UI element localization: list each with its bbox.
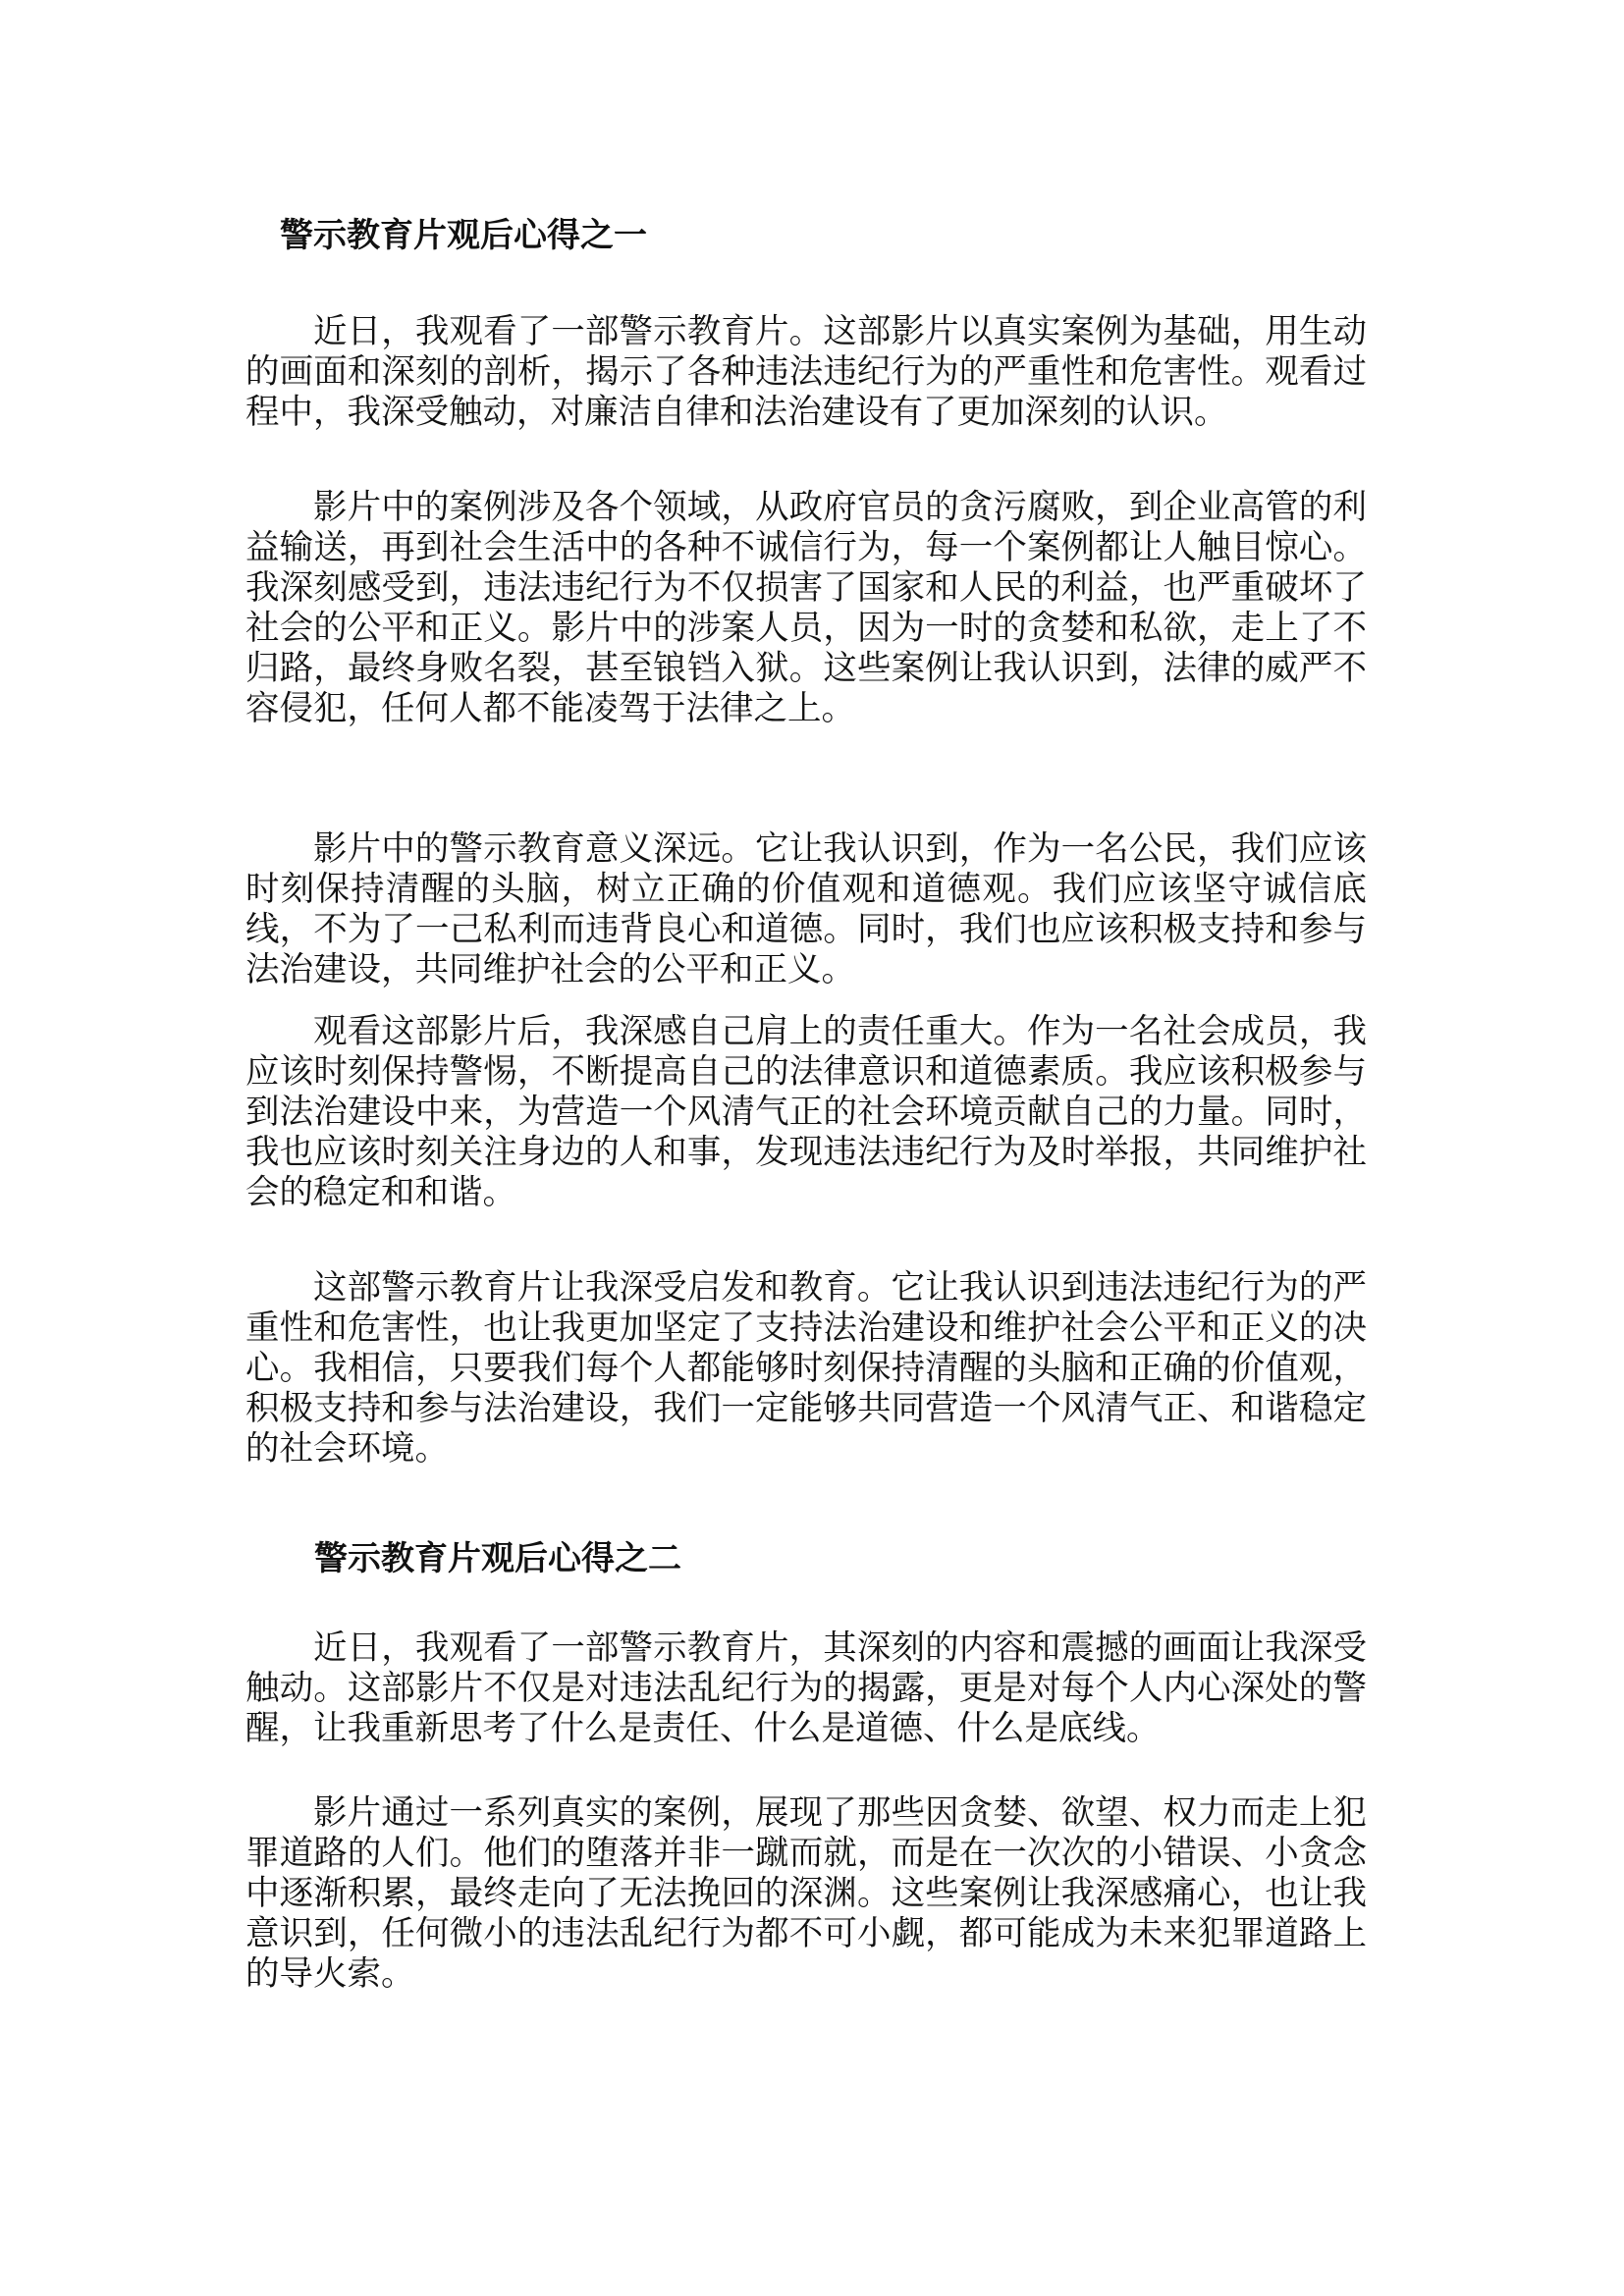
paragraph: 观看这部影片后，我深感自己肩上的责任重大。作为一名社会成员，我应该时刻保持警惕，不断提高自己的法律意识和道德素质。我应该积极参与到法治建设中来，为营造一个风清气正的社会环境贡献自己的力量。同时，我也应该时刻关注身边的人和事，发现违法违纪行为及时举报，共同维护社会的稳定和和谐。 (245, 1012, 1367, 1212)
paragraph: 这部警示教育片让我深受启发和教育。它让我认识到违法违纪行为的严重性和危害性，也让我更加坚定了支持法治建设和维护社会公平和正义的决心。我相信，只要我们每个人都能够时刻保持清醒的头脑和正确的价值观，积极支持和参与法治建设，我们一定能够共同营造一个风清气正、和谐稳定的社会环境。 (245, 1268, 1367, 1468)
paragraph: 近日，我观看了一部警示教育片，其深刻的内容和震撼的画面让我深受触动。这部影片不仅是对违法乱纪行为的揭露，更是对每个人内心深处的警醒，让我重新思考了什么是责任、什么是道德、什么是底线。 (245, 1629, 1367, 1748)
paragraph: 影片中的案例涉及各个领域，从政府官员的贪污腐败，到企业高管的利益输送，再到社会生活中的各种不诚信行为，每一个案例都让人触目惊心。我深刻感受到，违法违纪行为不仅损害了国家和人民的利益，也严重破坏了社会的公平和正义。影片中的涉案人员，因为一时的贪婪和私欲，走上了不归路，最终身败名裂，甚至锒铛入狱。这些案例让我认识到，法律的威严不容侵犯，任何人都不能凌驾于法律之上。 (245, 488, 1367, 728)
paragraph: 影片通过一系列真实的案例，展现了那些因贪婪、欲望、权力而走上犯罪道路的人们。他们的堕落并非一蹴而就，而是在一次次的小错误、小贪念中逐渐积累，最终走向了无法挽回的深渊。这些案例让我深感痛心，也让我意识到，任何微小的违法乱纪行为都不可小觑，都可能成为未来犯罪道路上的导火索。 (245, 1793, 1367, 1994)
paragraph: 近日，我观看了一部警示教育片。这部影片以真实案例为基础，用生动的画面和深刻的剖析，揭示了各种违法违纪行为的严重性和危害性。观看过程中，我深受触动，对廉洁自律和法治建设有了更加深刻的认识。 (245, 312, 1367, 432)
paragraph: 影片中的警示教育意义深远。它让我认识到，作为一名公民，我们应该时刻保持清醒的头脑，树立正确的价值观和道德观。我们应该坚守诚信底线，不为了一己私利而违背良心和道德。同时，我们也应该积极支持和参与法治建设，共同维护社会的公平和正义。 (245, 829, 1367, 989)
section-title-1: 警示教育片观后心得之一 (280, 216, 647, 255)
section-title-2: 警示教育片观后心得之二 (314, 1539, 681, 1578)
